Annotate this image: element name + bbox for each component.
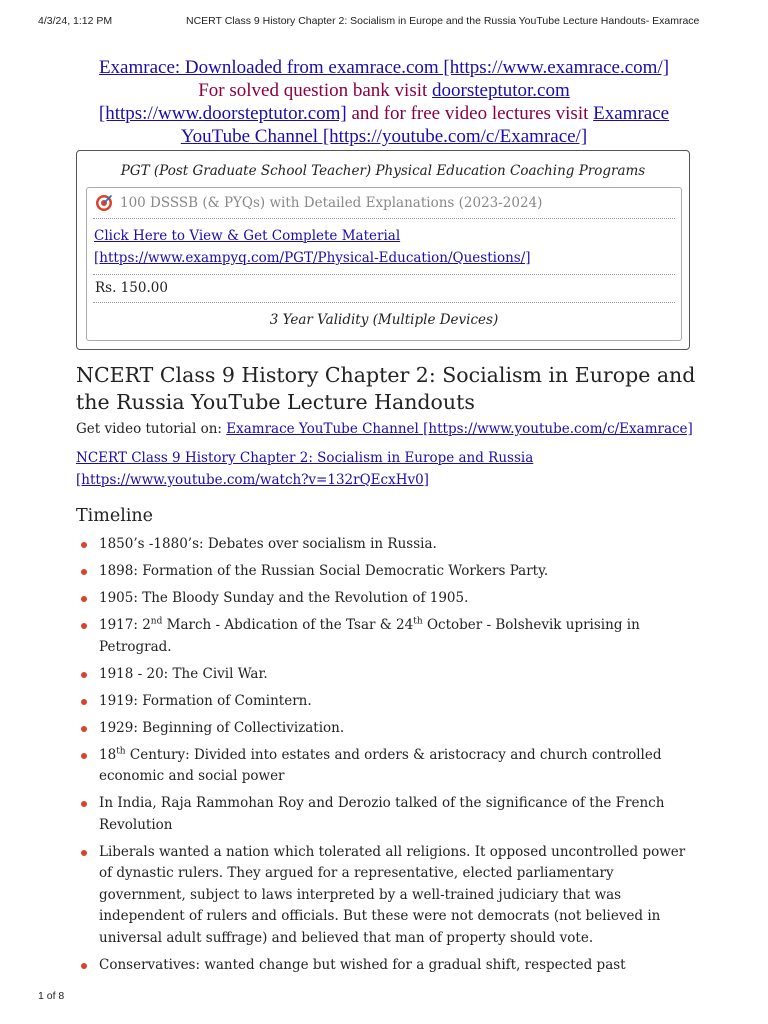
doorsteptutor-url-link[interactable]: [https://www.doorsteptutor.com] xyxy=(98,103,347,124)
promo-heading: PGT (Post Graduate School Teacher) Physical Education Coaching Programs xyxy=(120,163,646,179)
list-item xyxy=(76,664,696,686)
list-item xyxy=(76,691,696,713)
list-item-text: Conservatives: wanted change but wished for a gradual shift, respected past xyxy=(99,956,626,973)
bullet-icon xyxy=(81,596,87,602)
promo-material-link[interactable]: Click Here to View & Get Complete Material [https://www.exampyq.com/PGT/Physical-Education/Questions/] xyxy=(94,228,531,266)
banner-question-bank-text: For solved question bank visit xyxy=(198,80,433,101)
bullet-icon xyxy=(81,726,87,732)
list-item xyxy=(76,561,696,583)
bullet-icon xyxy=(81,672,87,678)
list-item xyxy=(76,842,696,950)
youtube-channel-video-link[interactable]: Examrace YouTube Channel [https://www.youtube.com/c/Examrace] xyxy=(226,421,693,437)
list-item-text-b: Century: Divided into estates and orders & aristocracy and church controlled economic and social power xyxy=(99,746,662,784)
list-item xyxy=(76,955,696,977)
promo-validity: 3 Year Validity (Multiple Devices) xyxy=(269,312,499,328)
promo-card xyxy=(86,187,682,341)
timeline-heading: Timeline xyxy=(76,506,154,526)
list-item xyxy=(76,588,696,610)
bullet-icon xyxy=(81,542,87,548)
bullet-icon xyxy=(81,623,87,629)
list-item-text: 1918 - 20: The Civil War. xyxy=(99,665,268,682)
list-item-text: 1905: The Bloody Sunday and the Revolution of 1905. xyxy=(99,590,469,606)
list-item-text-c: October - Bolshevik uprising in Petrograd. xyxy=(99,617,640,655)
list-item-text: Liberals wanted a nation which tolerated all religions. It opposed uncontrolled power of dynastic rulers. They argued for a representative, elected parliamentary government, subject to laws interpreted by a well-trained judiciary that was independent of rulers and officials. But these were not democrats (not believed in universal adult suffrage) and believed that man of property should vote. xyxy=(99,843,686,946)
timeline-list xyxy=(76,534,696,982)
bullet-icon xyxy=(81,963,87,969)
list-item-text: In India, Raja Rammohan Roy and Derozio talked of the significance of the French Revolution xyxy=(99,795,665,833)
examrace-banner xyxy=(76,56,692,148)
list-item-text: 1929: Beginning of Collectivization. xyxy=(99,719,345,736)
banner-video-text: and for free video lectures visit xyxy=(346,103,594,124)
video-tutorial-line xyxy=(76,421,693,437)
list-item-text-b: March - Abdication of the Tsar & 24 xyxy=(162,617,414,633)
bullet-icon xyxy=(81,753,87,759)
print-datetime: 4/3/24, 1:12 PM xyxy=(38,15,113,27)
list-item-text-a: 1917: 2 xyxy=(99,617,151,633)
list-item-text: 1850’s -1880’s: Debates over socialism in Russia. xyxy=(99,536,437,552)
bullet-icon xyxy=(81,569,87,575)
bullet-icon xyxy=(81,699,87,705)
promo-box xyxy=(76,150,690,350)
list-item xyxy=(76,718,696,740)
doorsteptutor-link[interactable]: doorsteptutor.com xyxy=(432,80,570,101)
list-item xyxy=(76,745,696,788)
print-header xyxy=(38,15,730,29)
examrace-youtube-link[interactable]: Examrace xyxy=(593,103,670,124)
divider xyxy=(93,218,675,219)
promo-item xyxy=(95,194,542,212)
youtube-channel-link[interactable]: YouTube Channel [https://youtube.com/c/Examrace/] xyxy=(180,126,588,147)
video-tutorial-label: Get video tutorial on: xyxy=(76,421,227,437)
divider xyxy=(93,274,675,275)
page-number: 1 of 8 xyxy=(38,990,65,1002)
ncert-video-link[interactable]: NCERT Class 9 History Chapter 2: Socialism in Europe and Russia [https://www.youtube.com/watch?v=132rQEcxHv0] xyxy=(76,450,534,488)
divider xyxy=(93,302,675,303)
list-item-text: 1898: Formation of the Russian Social Democratic Workers Party. xyxy=(99,563,549,579)
superscript: th xyxy=(413,616,423,627)
list-item-text: 1919: Formation of Comintern. xyxy=(99,692,312,709)
target-icon xyxy=(95,194,113,212)
bullet-icon xyxy=(81,801,87,807)
superscript: th xyxy=(116,746,126,756)
superscript: nd xyxy=(150,616,163,627)
print-doc-title: NCERT Class 9 History Chapter 2: Socialism in Europe and the Russia YouTube Lecture Handouts- Examrace xyxy=(186,15,700,27)
list-item xyxy=(76,534,696,556)
list-item-text-a: 18 xyxy=(99,746,117,763)
promo-price: Rs. 150.00 xyxy=(95,280,168,296)
promo-item-text: 100 DSSSB (& PYQs) with Detailed Explanations (2023-2024) xyxy=(120,195,543,211)
list-item xyxy=(76,615,696,658)
page-title: NCERT Class 9 History Chapter 2: Socialism in Europe and the Russia YouTube Lecture Handouts xyxy=(76,363,696,414)
list-item xyxy=(76,793,696,836)
bullet-icon xyxy=(81,850,87,856)
examrace-link[interactable]: Examrace: Downloaded from examrace.com [https://www.examrace.com/] xyxy=(98,57,670,78)
